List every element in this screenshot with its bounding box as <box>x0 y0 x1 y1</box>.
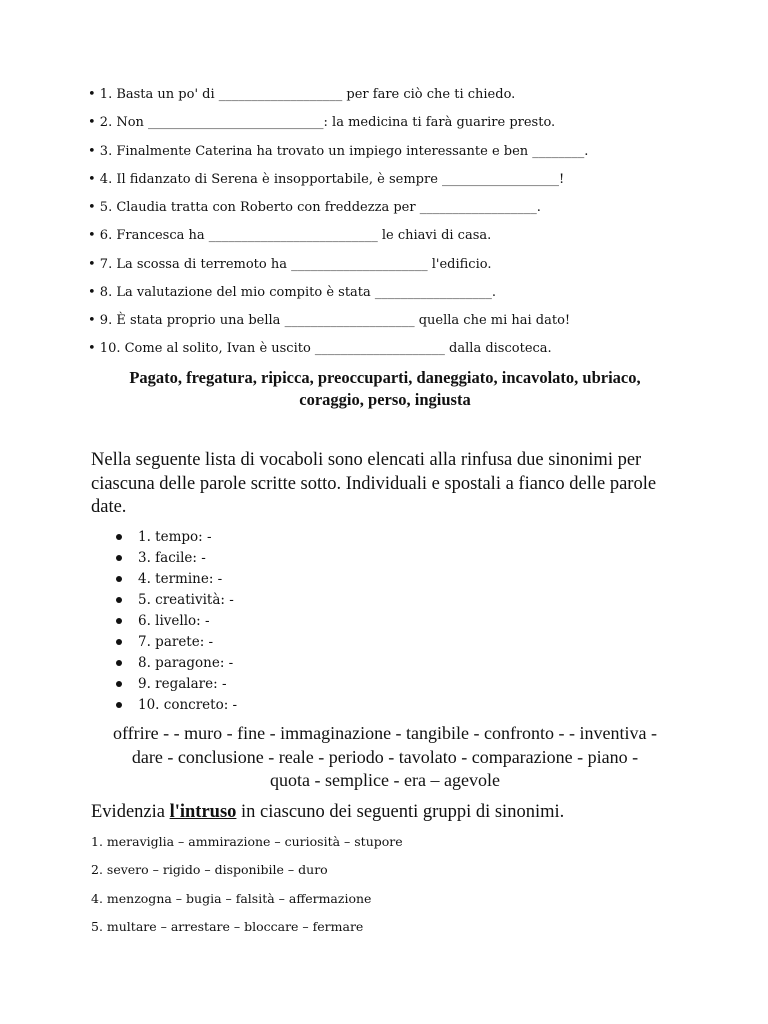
synonym-group-4: 4. menzogna – bugia – falsità – affermazione <box>91 891 372 906</box>
bullet-icon <box>116 597 122 603</box>
intruder-instructions: Evidenzia l'intruso in ciascuno dei seguenti gruppi di sinonimi. <box>91 802 565 822</box>
synonym-group-1: 1. meraviglia – ammirazione – curiosità – stupore <box>91 834 403 849</box>
list-item: 1. tempo: - <box>116 527 237 548</box>
list-item: 10. concreto: - <box>116 695 237 716</box>
bullet-icon <box>116 534 122 540</box>
list-item: 3. facile: - <box>116 548 237 569</box>
bullet-icon <box>116 576 122 582</box>
sentence-3: • 3. Finalmente Caterina ha trovato un impiego interessante e ben ________. <box>88 144 589 159</box>
list-item: 6. livello: - <box>116 611 237 632</box>
synonyms-instructions: Nella seguente lista di vocaboli sono elencati alla rinfusa due sinonimi per ciascuna delle parole scritte sotto. Individuali e spostali a fianco delle parole date. <box>91 450 657 517</box>
sentence-6: • 6. Francesca ha __________________________ le chiavi di casa. <box>88 228 492 243</box>
list-item: 7. parete: - <box>116 632 237 653</box>
bullet-icon <box>116 702 122 708</box>
sentence-4: • 4. Il fidanzato di Serena è insopportabile, è sempre __________________! <box>88 172 565 187</box>
vocabulary-line-2: dare - conclusione - reale - periodo - tavolato - comparazione - piano - <box>131 746 639 767</box>
synonyms-word-list <box>116 527 237 716</box>
sentence-10: • 10. Come al solito, Ivan è uscito ____________________ dalla discoteca. <box>88 341 552 356</box>
intruder-emphasis: l'intruso <box>169 802 237 822</box>
vocabulary-line-3: quota - semplice - era – agevole <box>270 770 500 790</box>
synonym-group-5: 5. multare – arrestare – bloccare – fermare <box>91 919 364 934</box>
list-item: 5. creatività: - <box>116 590 237 611</box>
word-bank-line-2: coraggio, perso, ingiusta <box>299 390 471 409</box>
bullet-icon <box>116 660 122 666</box>
sentence-8: • 8. La valutazione del mio compito è stata __________________. <box>88 285 497 300</box>
sentence-1: • 1. Basta un po' di ___________________ per fare ciò che ti chiedo. <box>88 87 516 102</box>
sentence-7: • 7. La scossa di terremoto ha _____________________ l'edificio. <box>88 257 492 272</box>
word-bank <box>70 367 700 411</box>
vocabulary-bank <box>70 722 700 793</box>
vocabulary-line-1: offrire - - muro - fine - immaginazione - tangibile - confronto - - inventiva - <box>113 723 657 743</box>
bullet-icon <box>116 555 122 561</box>
list-item: 8. paragone: - <box>116 653 237 674</box>
synonym-group-2: 2. severo – rigido – disponibile – duro <box>91 862 328 877</box>
bullet-icon <box>116 681 122 687</box>
word-bank-line-1: Pagato, fregatura, ripicca, preoccuparti, daneggiato, incavolato, ubriaco, <box>129 368 641 387</box>
list-item: 4. termine: - <box>116 569 237 590</box>
bullet-icon <box>116 618 122 624</box>
sentence-5: • 5. Claudia tratta con Roberto con freddezza per __________________. <box>88 200 541 215</box>
sentence-9: • 9. È stata proprio una bella ____________________ quella che mi hai dato! <box>88 313 571 328</box>
list-item: 9. regalare: - <box>116 674 237 695</box>
sentence-2: • 2. Non ___________________________: la medicina ti farà guarire presto. <box>88 115 556 130</box>
bullet-icon <box>116 639 122 645</box>
